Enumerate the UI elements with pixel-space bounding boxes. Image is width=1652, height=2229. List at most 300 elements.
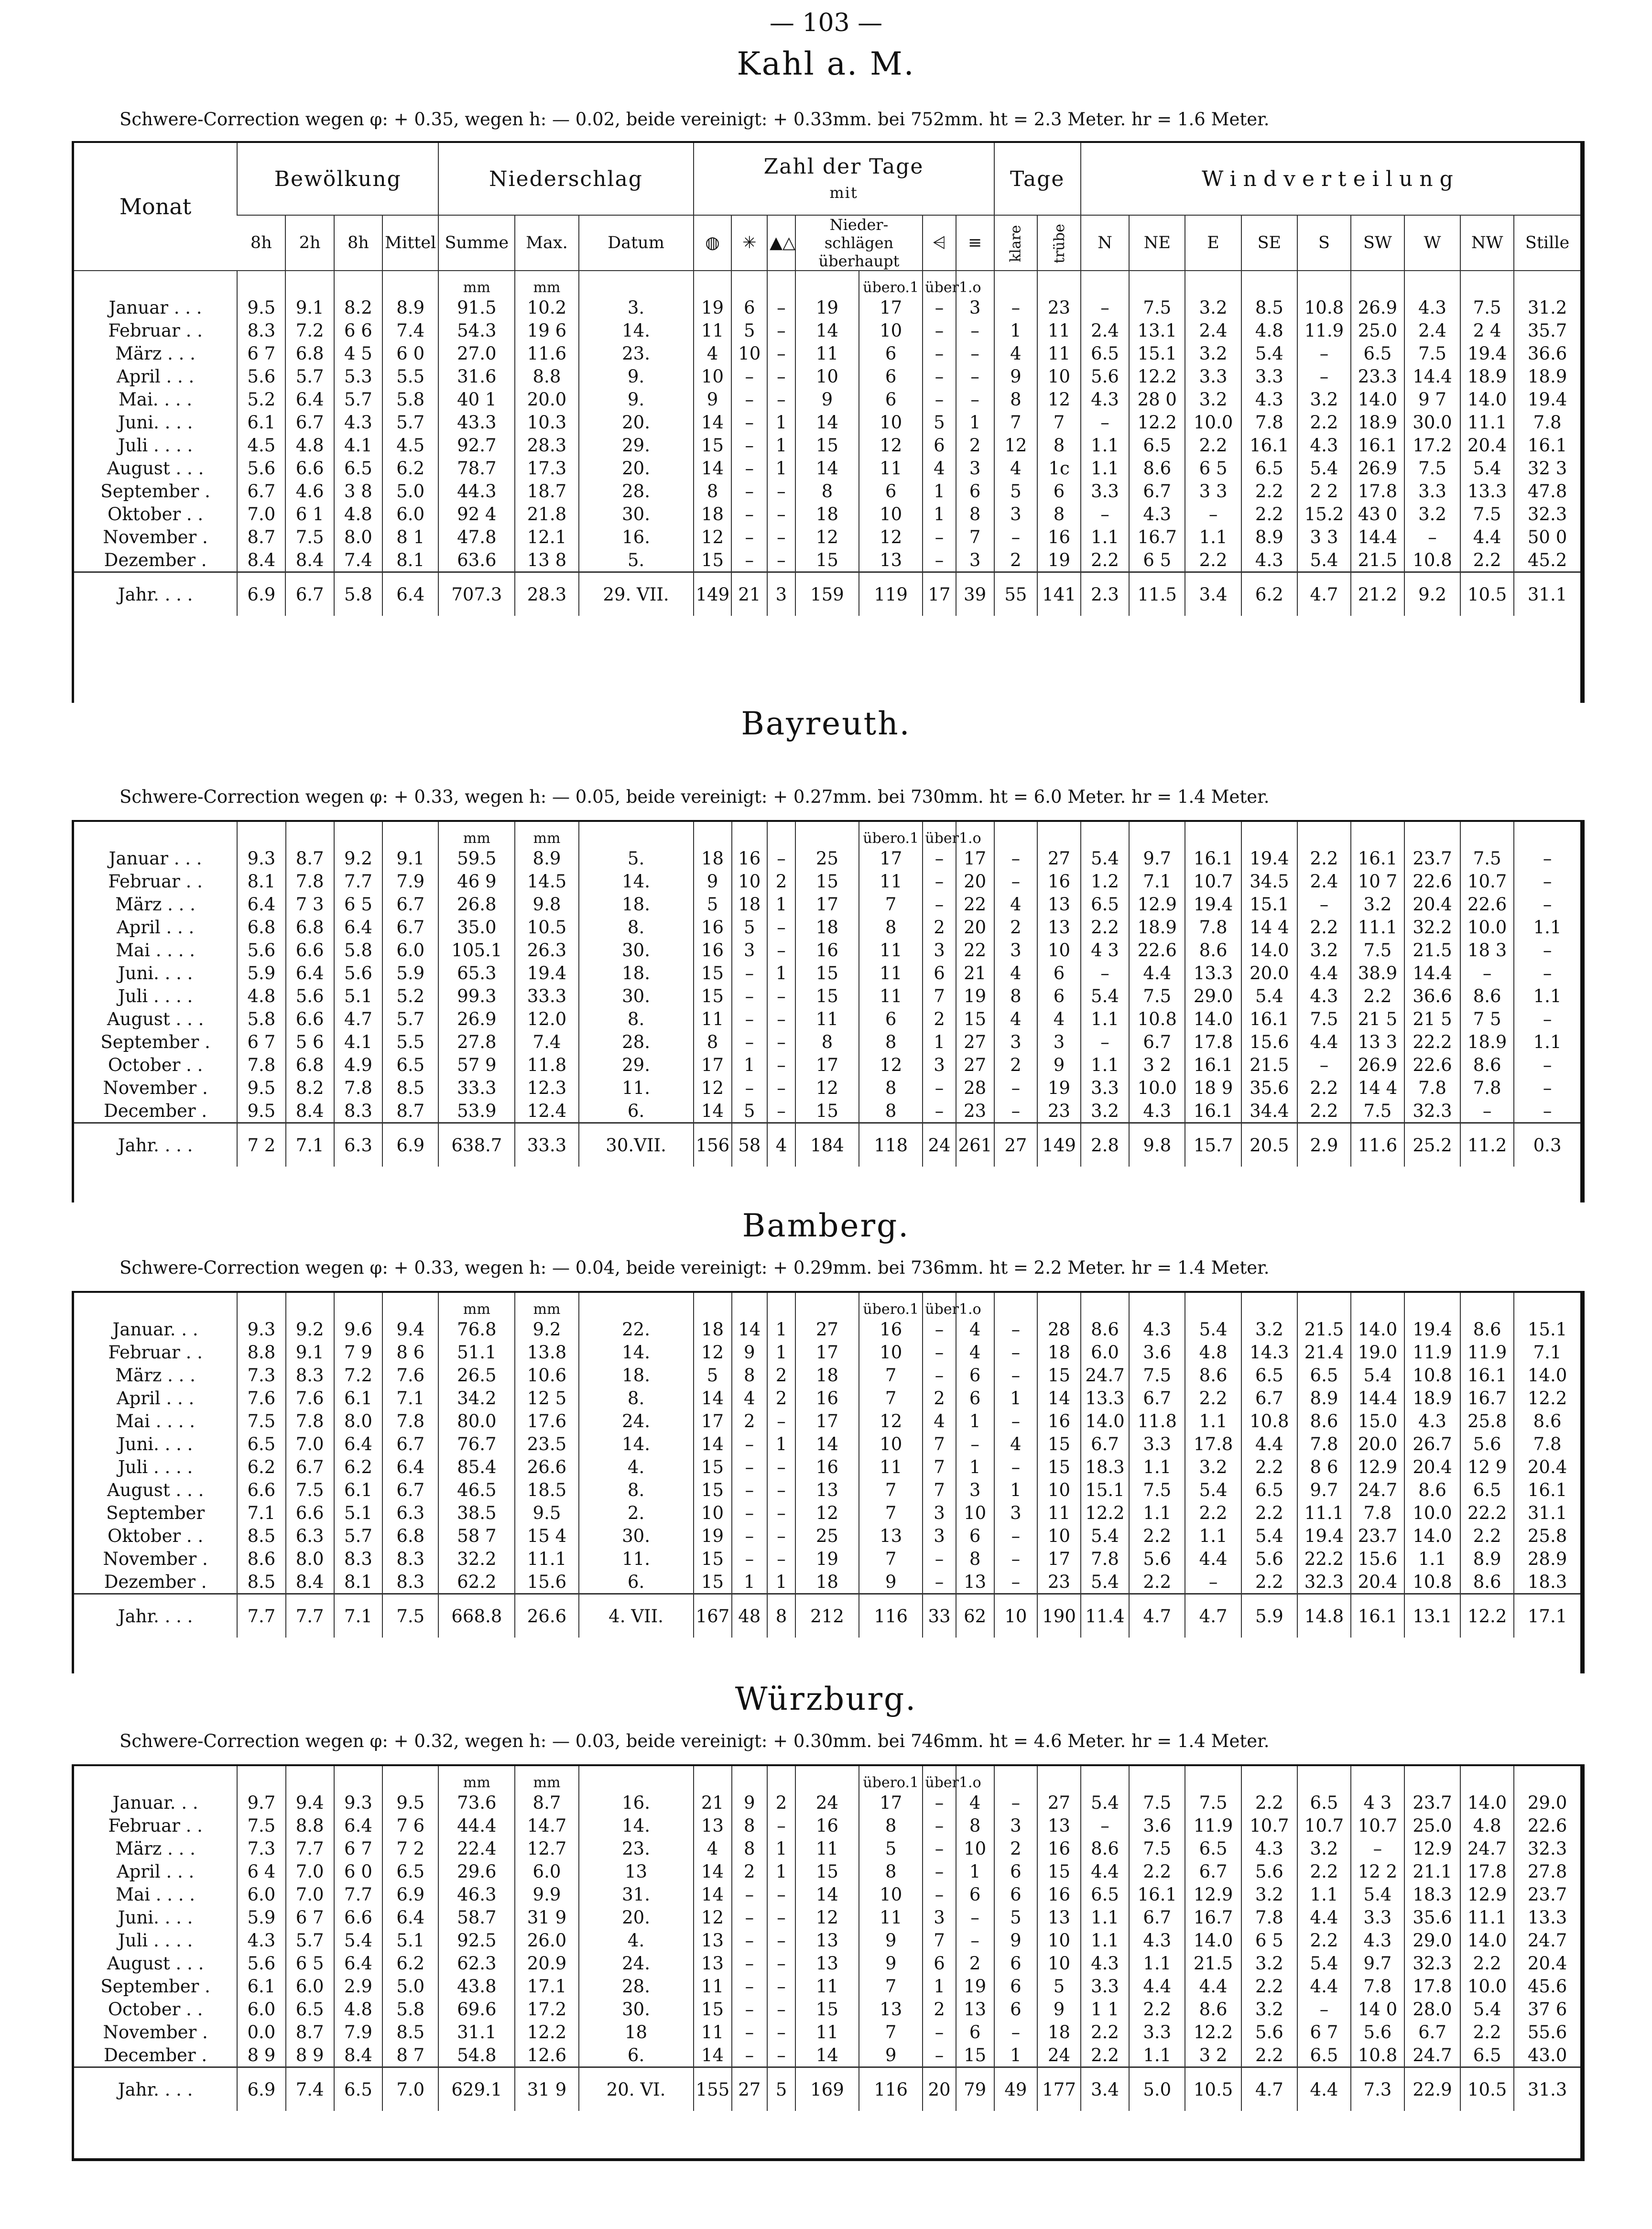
data-cell: 19.4 xyxy=(1185,893,1241,916)
data-cell: 7.8 xyxy=(1404,1076,1460,1099)
data-cell: 7.8 xyxy=(1185,916,1241,939)
data-cell: 7.5 xyxy=(1460,296,1514,319)
data-cell: 7.1 xyxy=(237,1501,285,1524)
unit-cell xyxy=(1037,822,1081,847)
data-cell: 4.3 xyxy=(1129,1099,1185,1123)
data-cell: 18.9 xyxy=(1351,411,1404,434)
data-cell: 22.2 xyxy=(1460,1501,1514,1524)
data-cell: 18.9 xyxy=(1514,365,1580,388)
data-cell: 10 xyxy=(859,1341,923,1364)
data-cell: 3.2 xyxy=(1351,893,1404,916)
data-cell: 7.9 xyxy=(334,2021,382,2043)
unit-cell xyxy=(1185,822,1241,847)
data-cell: 2 xyxy=(767,1791,795,1814)
data-cell: 8.9 xyxy=(1297,1387,1351,1410)
header-8h-evening: 8h xyxy=(334,215,382,271)
data-cell: 35.0 xyxy=(438,916,515,939)
data-cell: 2.2 xyxy=(1241,1975,1297,1998)
data-cell: 65.3 xyxy=(438,962,515,984)
year-cell: 16.1 xyxy=(1351,1594,1404,1638)
data-cell: 12.9 xyxy=(1185,1883,1241,1906)
year-cell: 30.VII. xyxy=(579,1123,694,1167)
data-cell: 19 xyxy=(1037,1076,1081,1099)
table-row xyxy=(74,1432,1580,1455)
data-cell: 6 xyxy=(956,1524,994,1547)
year-row xyxy=(74,2067,1580,2111)
month-label: Februar . . xyxy=(108,320,203,341)
data-cell: 91.5 xyxy=(438,296,515,319)
data-cell: 9.3 xyxy=(237,1318,285,1341)
data-cell: 9.1 xyxy=(285,296,334,319)
data-cell: – xyxy=(923,296,956,319)
data-cell: 8.9 xyxy=(1460,1547,1514,1570)
data-cell: 16.1 xyxy=(1241,1007,1297,1030)
data-cell: 6.2 xyxy=(237,1455,285,1478)
data-cell: 7.7 xyxy=(286,1837,334,1860)
data-cell: 6 xyxy=(859,388,923,411)
data-cell: 6 xyxy=(923,962,956,984)
data-cell: 14 xyxy=(795,411,859,434)
data-cell: 23 xyxy=(1037,1099,1081,1123)
data-cell: 7 5 xyxy=(1460,1007,1514,1030)
table-row xyxy=(74,1364,1580,1387)
year-label: Jahr. . . . xyxy=(74,2067,237,2111)
data-cell: 3.2 xyxy=(1297,939,1351,962)
data-cell: – xyxy=(1460,1099,1514,1123)
header-windverteilung: Windverteilung xyxy=(1081,143,1580,215)
unit-cell xyxy=(1404,271,1460,296)
data-cell: 5.4 xyxy=(1241,342,1297,365)
month-label: September . xyxy=(100,1976,210,1997)
data-cell: 4.7 xyxy=(334,1007,382,1030)
data-cell: – xyxy=(923,525,956,548)
station-table xyxy=(74,143,1580,616)
year-cell: 149 xyxy=(1037,1123,1081,1167)
data-cell: 5.7 xyxy=(334,388,382,411)
data-cell: 8.6 xyxy=(1460,1053,1514,1076)
data-cell: 2 4 xyxy=(1460,319,1514,342)
data-cell: 18 xyxy=(1037,1341,1081,1364)
header-mittel: Mittel xyxy=(382,215,438,271)
correction-line: Schwere-Correction wegen φ: + 0.32, wegen h: — 0.03, beide vereinigt: + 0.30mm. bei 746mm. ht = 4.6 Meter. hr = 1.4 Meter. xyxy=(120,1731,1270,1751)
data-cell: 20 xyxy=(956,916,994,939)
station-title: Kahl a. M. xyxy=(737,45,915,82)
data-cell: 7.8 xyxy=(382,1410,438,1432)
data-cell: 20.4 xyxy=(1404,893,1460,916)
data-cell: 13 8 xyxy=(515,548,578,572)
data-cell: 4 xyxy=(994,342,1038,365)
data-cell: 10.0 xyxy=(1129,1076,1185,1099)
data-cell: 2.2 xyxy=(1460,1952,1514,1975)
data-cell: 40 1 xyxy=(438,388,515,411)
data-cell: 5.9 xyxy=(382,962,438,984)
data-cell: – xyxy=(956,388,994,411)
data-cell: 14 xyxy=(694,1432,732,1455)
unit-cell xyxy=(579,271,694,296)
data-cell: – xyxy=(1514,870,1580,893)
data-cell: 10.7 xyxy=(1185,870,1241,893)
year-cell: 7.4 xyxy=(286,2067,334,2111)
data-cell: 5.6 xyxy=(237,1952,285,1975)
year-cell: 55 xyxy=(994,572,1038,616)
year-cell: 49 xyxy=(994,2067,1038,2111)
data-cell: – xyxy=(923,1099,956,1123)
data-cell: 5.2 xyxy=(382,984,438,1007)
data-cell: – xyxy=(767,388,795,411)
data-cell: 14 4 xyxy=(1351,1076,1404,1099)
data-cell: 15.6 xyxy=(1351,1547,1404,1570)
unit-cell: mm xyxy=(515,1293,578,1318)
data-cell: – xyxy=(767,342,795,365)
data-cell: – xyxy=(767,1455,795,1478)
data-cell: 2.2 xyxy=(1241,1501,1297,1524)
data-cell: 6.7 xyxy=(237,480,285,503)
data-cell: 11 xyxy=(1037,1501,1081,1524)
data-cell: 5.5 xyxy=(382,1030,438,1053)
data-cell: – xyxy=(767,1007,795,1030)
month-label: Januar. . . xyxy=(112,1792,198,1813)
data-cell: 12 5 xyxy=(515,1387,578,1410)
unit-cell xyxy=(1404,1293,1460,1318)
table-row xyxy=(74,1053,1580,1076)
data-cell: – xyxy=(994,847,1038,870)
month-label: März . . . xyxy=(115,343,196,364)
data-cell: 12.9 xyxy=(1460,1883,1514,1906)
data-cell: 8 xyxy=(859,916,923,939)
data-cell: 8.3 xyxy=(237,319,285,342)
data-cell: 4.5 xyxy=(382,434,438,457)
year-row xyxy=(74,1594,1580,1638)
data-cell: 43 0 xyxy=(1351,503,1404,525)
data-cell: 25 xyxy=(795,1524,859,1547)
data-cell: – xyxy=(731,434,767,457)
data-cell: 6 7 xyxy=(1297,2021,1351,2043)
data-cell: 29.0 xyxy=(1514,1791,1580,1814)
data-cell: 29. xyxy=(579,1053,694,1076)
data-cell: 20. xyxy=(579,457,694,480)
year-cell: 10.5 xyxy=(1185,2067,1241,2111)
data-cell: 32.3 xyxy=(1514,1837,1580,1860)
data-cell: 4.3 xyxy=(1351,1929,1404,1952)
unit-cell xyxy=(1129,822,1185,847)
data-cell: 11.9 xyxy=(1404,1341,1460,1364)
data-cell: 46 9 xyxy=(438,870,515,893)
data-cell: – xyxy=(767,1547,795,1570)
data-cell: 3.2 xyxy=(1185,342,1241,365)
data-cell: 1 xyxy=(956,411,994,434)
month-label: Juli . . . . xyxy=(118,435,193,456)
data-cell: 18.9 xyxy=(1460,1030,1514,1053)
unit-cell: über1.o xyxy=(923,822,956,847)
unit-cell xyxy=(1241,1293,1297,1318)
data-cell: 23.5 xyxy=(515,1432,578,1455)
data-cell: 16 xyxy=(795,1387,859,1410)
data-cell: 7 xyxy=(859,1387,923,1410)
data-cell: – xyxy=(732,1998,768,2021)
year-cell: 7.7 xyxy=(237,1594,285,1638)
data-cell: 15 xyxy=(694,1570,732,1594)
data-cell: 5. xyxy=(579,548,694,572)
data-cell: 7 xyxy=(1037,411,1081,434)
data-cell: 14 xyxy=(694,411,732,434)
data-cell: 32.3 xyxy=(1297,1570,1351,1594)
data-cell: 6 4 xyxy=(237,1860,285,1883)
data-cell: 9. xyxy=(579,365,694,388)
data-cell: – xyxy=(956,1929,994,1952)
data-cell: 2.4 xyxy=(1404,319,1460,342)
year-cell: 33.3 xyxy=(515,1123,578,1167)
header-klare xyxy=(994,215,1038,271)
data-cell: 4.8 xyxy=(334,1998,382,2021)
data-cell: 6 xyxy=(994,1952,1038,1975)
unit-cell xyxy=(1037,1293,1081,1318)
station-title: Bamberg. xyxy=(742,1207,910,1244)
data-cell: 15 xyxy=(694,548,732,572)
data-cell: 15 xyxy=(694,984,732,1007)
data-cell: 1.1 xyxy=(1081,1906,1129,1929)
table-row xyxy=(74,1007,1580,1030)
station-table-frame xyxy=(72,141,1585,703)
data-cell: 19.4 xyxy=(1404,1318,1460,1341)
data-cell: 17 xyxy=(859,847,923,870)
data-cell: – xyxy=(1514,893,1580,916)
data-cell: 2 xyxy=(923,1387,956,1410)
data-cell: 21.5 xyxy=(1351,548,1404,572)
data-cell: 6.0 xyxy=(382,503,438,525)
unit-cell xyxy=(579,1293,694,1318)
data-cell: 1 xyxy=(956,1410,994,1432)
data-cell: 10.8 xyxy=(1129,1007,1185,1030)
data-cell: 8 7 xyxy=(382,2043,438,2067)
data-cell: 2.2 xyxy=(1297,1929,1351,1952)
station-title: Bayreuth. xyxy=(741,705,911,742)
year-label: Jahr. . . . xyxy=(74,572,237,616)
data-cell: 6.5 xyxy=(1460,2043,1514,2067)
data-cell: 13.3 xyxy=(1185,962,1241,984)
data-cell: 32 3 xyxy=(1514,457,1580,480)
data-cell: 21.5 xyxy=(1185,1952,1241,1975)
data-cell: – xyxy=(767,319,795,342)
year-cell: 177 xyxy=(1037,2067,1081,2111)
year-cell: 638.7 xyxy=(438,1123,515,1167)
data-cell: 19 xyxy=(1037,548,1081,572)
year-cell: 2.9 xyxy=(1297,1123,1351,1167)
rain-symbol-icon: ◍ xyxy=(694,215,732,271)
data-cell: 21.5 xyxy=(1297,1318,1351,1341)
data-cell: 35.6 xyxy=(1241,1076,1297,1099)
data-cell: 9 xyxy=(1037,1998,1081,2021)
data-cell: 6.6 xyxy=(237,1478,285,1501)
data-cell: 8.6 xyxy=(1185,1998,1241,2021)
data-cell: 16 xyxy=(795,1455,859,1478)
header-wind-sw: SW xyxy=(1351,215,1404,271)
data-cell: 14.0 xyxy=(1081,1410,1129,1432)
data-cell: – xyxy=(767,296,795,319)
data-cell: 6 5 xyxy=(286,1952,334,1975)
data-cell: 3 xyxy=(956,1478,994,1501)
data-cell: 36.6 xyxy=(1514,342,1580,365)
data-cell: 16.1 xyxy=(1185,1053,1241,1076)
data-cell: 7.8 xyxy=(286,870,334,893)
data-cell: 5.6 xyxy=(334,962,382,984)
unit-cell xyxy=(795,271,859,296)
table-row xyxy=(74,1547,1580,1570)
data-cell: 3.2 xyxy=(1404,503,1460,525)
year-cell: 5.0 xyxy=(1129,2067,1185,2111)
unit-cell xyxy=(1081,271,1129,296)
data-cell: 18 xyxy=(795,916,859,939)
data-cell: 9 xyxy=(732,1791,768,1814)
unit-cell xyxy=(74,1766,237,1791)
month-label: December . xyxy=(104,2044,207,2065)
data-cell: 21 5 xyxy=(1404,1007,1460,1030)
data-cell: 10 xyxy=(859,411,923,434)
unit-cell xyxy=(1185,271,1241,296)
unit-cell xyxy=(1129,271,1185,296)
data-cell: 18. xyxy=(579,962,694,984)
data-cell: 17 xyxy=(859,296,923,319)
data-cell: 3 3 xyxy=(1297,525,1351,548)
data-cell: 6.8 xyxy=(285,342,334,365)
data-cell: 10.8 xyxy=(1404,548,1460,572)
data-cell: 11 xyxy=(795,342,859,365)
data-cell: 12 xyxy=(795,1501,859,1524)
table-row xyxy=(74,1410,1580,1432)
data-cell: 3. xyxy=(579,296,694,319)
data-cell: 1 xyxy=(923,1975,956,1998)
data-cell: 12 xyxy=(795,1906,859,1929)
year-cell: 118 xyxy=(859,1123,923,1167)
data-cell: 62.3 xyxy=(438,1952,515,1975)
data-cell: 13 xyxy=(795,1952,859,1975)
data-cell: 14 xyxy=(694,1099,732,1123)
data-cell: 8.8 xyxy=(515,365,578,388)
data-cell: – xyxy=(732,1030,768,1053)
data-cell: 9 xyxy=(732,1341,768,1364)
data-cell: 6.3 xyxy=(286,1524,334,1547)
data-cell: 21 5 xyxy=(1351,1007,1404,1030)
data-cell: 8 xyxy=(732,1814,768,1837)
data-cell: 12 xyxy=(694,1341,732,1364)
data-cell: 3 xyxy=(994,1030,1038,1053)
data-cell: 3 xyxy=(923,1501,956,1524)
unit-cell: übero.1 xyxy=(859,271,923,296)
data-cell: 28.0 xyxy=(1404,1998,1460,2021)
data-cell: 14 xyxy=(795,2043,859,2067)
data-cell: 38.5 xyxy=(438,1501,515,1524)
data-cell: 1 xyxy=(956,1455,994,1478)
data-cell: 9.8 xyxy=(515,893,578,916)
data-cell: 11 xyxy=(795,1975,859,1998)
data-cell: 7.8 xyxy=(1081,1547,1129,1570)
table-row xyxy=(74,1883,1580,1906)
data-cell: 27 xyxy=(1037,1791,1081,1814)
data-cell: 6.4 xyxy=(237,893,285,916)
data-cell: 27 xyxy=(956,1030,994,1053)
data-cell: 5.7 xyxy=(286,1929,334,1952)
data-cell: 15 xyxy=(795,1099,859,1123)
data-cell: 15.0 xyxy=(1351,1410,1404,1432)
year-cell: 58 xyxy=(732,1123,768,1167)
data-cell: 5.6 xyxy=(1129,1547,1185,1570)
data-cell: 14.4 xyxy=(1351,525,1404,548)
data-cell: 14 xyxy=(795,457,859,480)
data-cell: 6.8 xyxy=(286,916,334,939)
data-cell: 9.7 xyxy=(237,1791,285,1814)
data-cell: 24.7 xyxy=(1514,1929,1580,1952)
data-cell: 13.3 xyxy=(1460,480,1514,503)
table-row xyxy=(74,1814,1580,1837)
data-cell: 5.4 xyxy=(1297,457,1351,480)
year-cell: 79 xyxy=(956,2067,994,2111)
data-cell: 11.8 xyxy=(1129,1410,1185,1432)
data-cell: 14 xyxy=(1037,1387,1081,1410)
data-cell: 13 xyxy=(859,548,923,572)
data-cell: 1.1 xyxy=(1129,1455,1185,1478)
data-cell: 3.2 xyxy=(1185,388,1241,411)
data-cell: 7.6 xyxy=(237,1387,285,1410)
data-cell: – xyxy=(731,480,767,503)
table-row xyxy=(74,388,1580,411)
data-cell: 1 xyxy=(994,319,1038,342)
data-cell: 6.2 xyxy=(334,1455,382,1478)
data-cell: 16 xyxy=(859,1318,923,1341)
year-cell: 4. VII. xyxy=(579,1594,694,1638)
data-cell: 6.4 xyxy=(334,1814,382,1837)
year-cell: 48 xyxy=(732,1594,768,1638)
data-cell: 4.3 xyxy=(1129,1318,1185,1341)
data-cell: 7.0 xyxy=(286,1883,334,1906)
data-cell: 54.3 xyxy=(438,319,515,342)
data-cell: 9.7 xyxy=(1351,1952,1404,1975)
unit-cell: übero.1 xyxy=(859,1293,923,1318)
data-cell: 2.2 xyxy=(1081,916,1129,939)
data-cell: 2 xyxy=(767,1364,795,1387)
data-cell: 7.5 xyxy=(237,1814,285,1837)
data-cell: 20.9 xyxy=(515,1952,578,1975)
data-cell: 8.8 xyxy=(237,1341,285,1364)
data-cell: 8 6 xyxy=(382,1341,438,1364)
data-cell: 6 xyxy=(994,1860,1038,1883)
data-cell: 9 xyxy=(859,1570,923,1594)
data-cell: 14. xyxy=(579,1814,694,1837)
table-row xyxy=(74,1860,1580,1883)
data-cell: 43.0 xyxy=(1514,2043,1580,2067)
unit-cell xyxy=(74,822,237,847)
data-cell: 12.2 xyxy=(1129,411,1185,434)
table-row xyxy=(74,1076,1580,1099)
data-cell: 9.2 xyxy=(286,1318,334,1341)
data-cell: 15 xyxy=(694,1998,732,2021)
unit-cell xyxy=(1241,1766,1297,1791)
data-cell: 24.7 xyxy=(1351,1478,1404,1501)
data-cell: 16 xyxy=(694,939,732,962)
data-cell: 2.2 xyxy=(1185,1387,1241,1410)
data-cell: 7.5 xyxy=(286,1478,334,1501)
year-cell: 2.8 xyxy=(1081,1123,1129,1167)
data-cell: 1.1 xyxy=(1081,1053,1129,1076)
data-cell: 4 xyxy=(956,1791,994,1814)
unit-cell: mm xyxy=(438,1766,515,1791)
unit-cell xyxy=(1297,822,1351,847)
data-cell: 6.5 xyxy=(382,1053,438,1076)
data-cell: 5 xyxy=(732,1099,768,1123)
data-cell: 26.8 xyxy=(438,893,515,916)
data-cell: 7.8 xyxy=(1351,1501,1404,1524)
year-cell: 29. VII. xyxy=(579,572,694,616)
data-cell: – xyxy=(956,1906,994,1929)
data-cell: 5.4 xyxy=(1351,1364,1404,1387)
